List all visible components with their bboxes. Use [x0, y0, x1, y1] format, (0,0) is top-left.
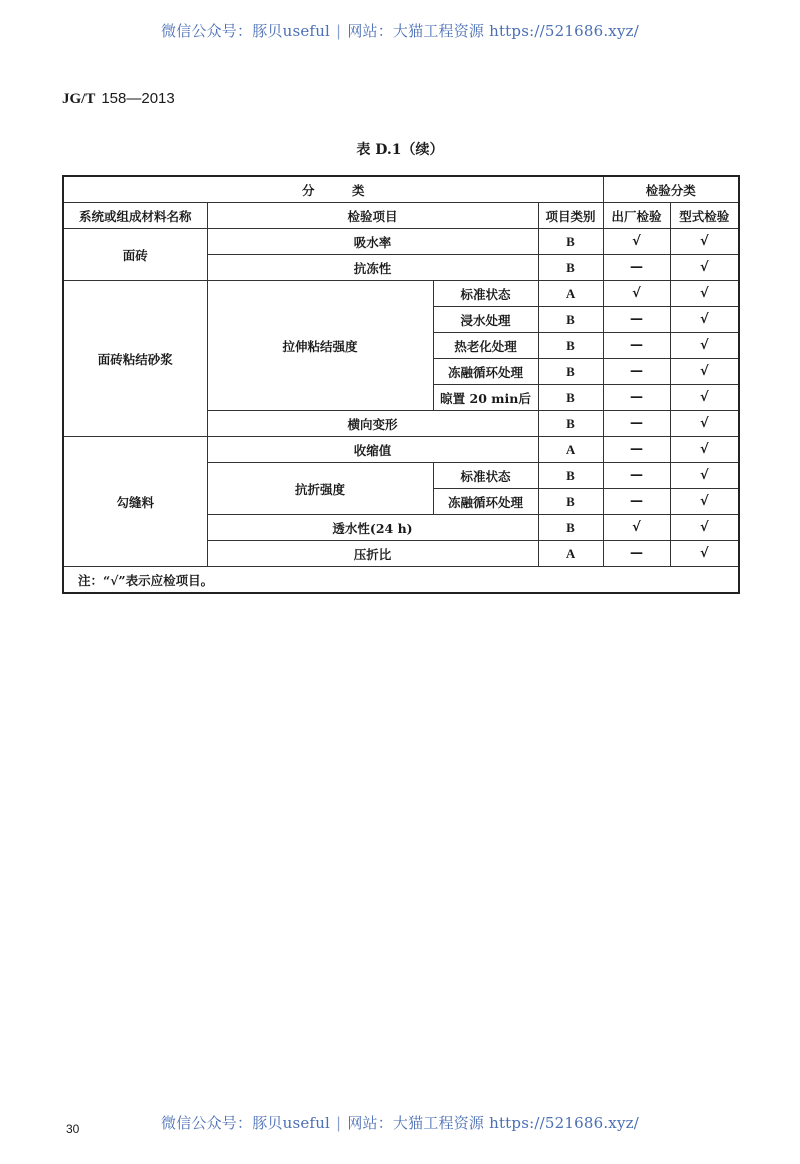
watermark-separator: | — [336, 22, 342, 40]
item-cell: 吸水率 — [207, 229, 538, 255]
factory-cell: √ — [603, 515, 670, 541]
factory-cell: — — [603, 463, 670, 489]
item-cell: 透水性(24 h) — [207, 515, 538, 541]
item-cell: 抗折强度 — [207, 463, 433, 515]
factory-cell: — — [603, 385, 670, 411]
sub-item-cell: 热老化处理 — [433, 333, 538, 359]
note-row — [63, 567, 739, 594]
category-cell: B — [538, 463, 603, 489]
standard-number: 158—2013 — [101, 90, 175, 107]
table-note: 注：“√”表示应检项目。 — [63, 567, 739, 594]
table-caption: 表 D.1（续） — [356, 142, 444, 158]
type-cell: √ — [670, 437, 739, 463]
standard-code — [62, 90, 175, 108]
type-cell: √ — [670, 333, 739, 359]
col-category: 项目类别 — [538, 203, 603, 229]
category-cell: B — [538, 307, 603, 333]
type-cell: √ — [670, 489, 739, 515]
sub-item-cell: 标准状态 — [433, 463, 538, 489]
standard-prefix: JG/T — [62, 91, 96, 107]
category-cell: B — [538, 411, 603, 437]
watermark-wechat: 微信公众号：豚贝useful — [161, 22, 331, 40]
material-cell: 面砖 — [63, 229, 207, 281]
category-cell: B — [538, 359, 603, 385]
category-cell: B — [538, 489, 603, 515]
category-cell: A — [538, 541, 603, 567]
type-cell: √ — [670, 515, 739, 541]
type-cell: √ — [670, 385, 739, 411]
sub-item-cell: 冻融循环处理 — [433, 359, 538, 385]
type-cell: √ — [670, 463, 739, 489]
col-factory: 出厂检验 — [603, 203, 670, 229]
table-row — [63, 437, 739, 463]
type-cell: √ — [670, 281, 739, 307]
col-item: 检验项目 — [207, 203, 538, 229]
watermark-website: 网站：大猫工程资源 https://521686.xyz/ — [347, 1114, 639, 1132]
watermark-wechat: 微信公众号：豚贝useful — [161, 1114, 331, 1132]
column-header-row — [63, 203, 739, 229]
material-cell: 勾缝料 — [63, 437, 207, 567]
type-cell: √ — [670, 255, 739, 281]
factory-cell: — — [603, 333, 670, 359]
inspection-table — [62, 175, 740, 594]
type-cell: √ — [670, 307, 739, 333]
sub-item-cell: 冻融循环处理 — [433, 489, 538, 515]
watermark-bottom — [0, 1112, 800, 1133]
sub-item-cell: 晾置 20 min后 — [433, 385, 538, 411]
sub-item-cell: 标准状态 — [433, 281, 538, 307]
watermark-website: 网站：大猫工程资源 https://521686.xyz/ — [347, 22, 639, 40]
factory-cell: √ — [603, 229, 670, 255]
table-row — [63, 281, 739, 307]
col-type: 型式检验 — [670, 203, 739, 229]
category-cell: B — [538, 333, 603, 359]
item-cell: 横向变形 — [207, 411, 538, 437]
inspection-class-header: 检验分类 — [603, 176, 739, 203]
factory-cell: — — [603, 437, 670, 463]
watermark-separator: | — [336, 1114, 342, 1132]
category-cell: B — [538, 385, 603, 411]
table-row — [63, 229, 739, 255]
item-cell: 拉伸粘结强度 — [207, 281, 433, 411]
factory-cell: — — [603, 307, 670, 333]
classification-header: 分 类 — [63, 176, 603, 203]
category-cell: A — [538, 281, 603, 307]
sub-item-cell: 浸水处理 — [433, 307, 538, 333]
type-cell: √ — [670, 541, 739, 567]
material-cell: 面砖粘结砂浆 — [63, 281, 207, 437]
type-cell: √ — [670, 411, 739, 437]
factory-cell: √ — [603, 281, 670, 307]
group-header-row — [63, 176, 739, 203]
factory-cell: — — [603, 489, 670, 515]
category-cell: B — [538, 229, 603, 255]
item-cell: 压折比 — [207, 541, 538, 567]
type-cell: √ — [670, 229, 739, 255]
category-cell: A — [538, 437, 603, 463]
col-material: 系统或组成材料名称 — [63, 203, 207, 229]
item-cell: 收缩值 — [207, 437, 538, 463]
watermark-top — [0, 20, 800, 41]
category-cell: B — [538, 515, 603, 541]
page-number: 30 — [66, 1122, 80, 1136]
category-cell: B — [538, 255, 603, 281]
factory-cell: — — [603, 541, 670, 567]
item-cell: 抗冻性 — [207, 255, 538, 281]
type-cell: √ — [670, 359, 739, 385]
factory-cell: — — [603, 359, 670, 385]
factory-cell: — — [603, 411, 670, 437]
factory-cell: — — [603, 255, 670, 281]
